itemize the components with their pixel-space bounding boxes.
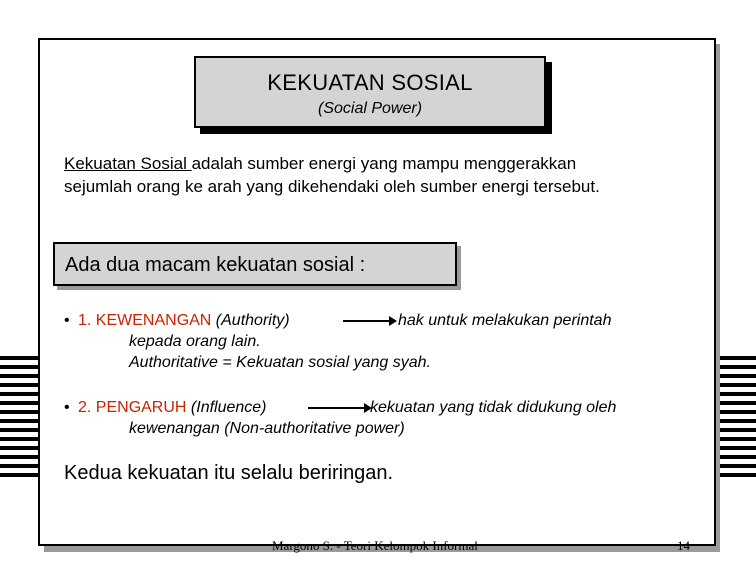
item-line2: kepada orang lain.: [129, 333, 261, 350]
definition-line2: sejumlah orang ke arah yang dikehendaki oleh sumber energi tersebut.: [64, 177, 600, 196]
item-line3: Authoritative = Kekuatan sosial yang syah.: [129, 354, 431, 371]
subheading-text: Ada dua macam kekuatan sosial :: [65, 254, 366, 276]
item-meaning: kekuatan yang tidak didukung oleh: [370, 399, 617, 416]
definition-rest: adalah sumber energi yang mampu menggerakkan: [191, 154, 577, 173]
list-item-influence: [64, 397, 617, 439]
definition-term: Kekuatan Sosial: [64, 154, 192, 173]
conclusion-text: Kedua kekuatan itu selalu beriringan.: [64, 462, 394, 484]
arrow-right-icon: [308, 407, 370, 409]
item-english-term: (Influence): [186, 399, 267, 416]
title-box: [194, 56, 546, 128]
item-english-term: (Authority): [211, 312, 290, 329]
slide-title: KEKUATAN SOSIAL: [267, 70, 473, 95]
item-meaning: hak untuk melakukan perintah: [398, 312, 612, 329]
item-line2: kewenangan (Non-authoritative power): [129, 420, 405, 437]
bullet: •: [64, 312, 70, 329]
item-number-label: 1. KEWENANGAN: [78, 312, 212, 329]
definition-text: [64, 152, 704, 198]
item-number-label: 2. PENGARUH: [78, 399, 187, 416]
slide-subtitle: (Social Power): [317, 100, 423, 117]
bullet: •: [64, 399, 70, 416]
page-number: 14: [677, 538, 690, 553]
footer-text: Margono S. - Teori Kelompok Informal: [272, 538, 478, 553]
arrow-right-icon: [343, 320, 395, 322]
right-decorative-stripes: [716, 356, 756, 482]
subheading-box: [53, 242, 457, 286]
left-decorative-stripes: [0, 356, 42, 482]
